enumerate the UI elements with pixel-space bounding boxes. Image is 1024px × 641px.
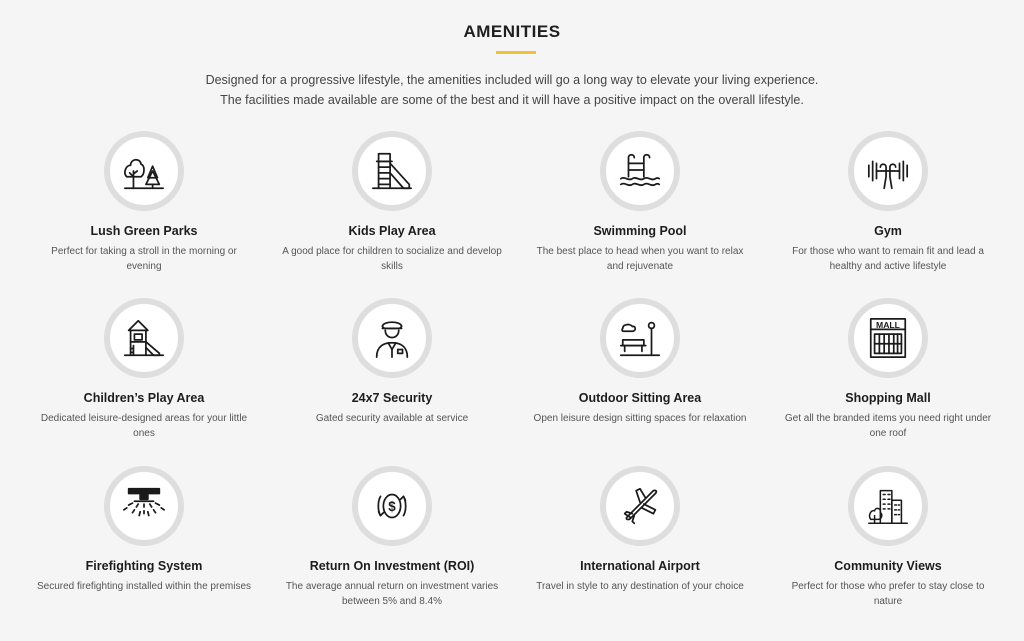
amenity-description: Gated security available at service — [315, 413, 469, 424]
amenity-card-gym — [778, 131, 998, 274]
amenity-description: For those who want to remain fit and lead a healthy and active lifestyle — [792, 246, 984, 272]
amenity-description: Secured firefighting installed within the premises — [37, 581, 251, 592]
amenity-description: Get all the branded items you need right under one roof — [784, 413, 992, 439]
amenity-title: Shopping Mall — [845, 391, 931, 405]
amenity-icon-ring — [104, 131, 184, 211]
amenity-icon-ring — [352, 131, 432, 211]
amenity-card-community-views — [778, 466, 998, 609]
amenity-icon-ring — [600, 466, 680, 546]
amenity-description: A good place for children to socialize and develop skills — [282, 246, 502, 272]
title-underline — [496, 51, 536, 54]
mall-icon — [865, 315, 911, 361]
amenity-title: Community Views — [834, 559, 942, 573]
mall-sign-text: MALL — [876, 319, 900, 330]
amenity-card-swimming-pool — [530, 131, 750, 274]
intro-line-2: The facilities made available are some of the best and it will have a positive impact on the overall lifestyle. — [220, 93, 804, 107]
amenity-title: Lush Green Parks — [90, 224, 198, 238]
sprinkler-icon — [121, 483, 167, 529]
amenity-icon-ring — [600, 131, 680, 211]
amenity-description: Open leisure design sitting spaces for relaxation — [533, 413, 747, 424]
trees-icon — [121, 148, 167, 194]
amenity-card-firefighting-system — [34, 466, 254, 594]
section-title: AMENITIES — [463, 22, 561, 41]
amenity-icon-ring — [352, 298, 432, 378]
amenity-card-lush-green-parks — [34, 131, 254, 274]
amenity-title: Firefighting System — [85, 559, 203, 573]
dollar-sign-text: $ — [388, 498, 396, 514]
amenity-icon-ring — [848, 131, 928, 211]
bench-lamp-icon — [617, 315, 663, 361]
amenity-card-outdoor-sitting-area — [530, 298, 750, 426]
amenity-icon-ring — [848, 298, 928, 378]
slide-icon — [369, 148, 415, 194]
amenity-title: Return On Investment (ROI) — [309, 559, 475, 573]
airplane-icon — [617, 483, 663, 529]
playhouse-icon — [121, 315, 167, 361]
amenity-description: Travel in style to any destination of your choice — [536, 581, 744, 592]
amenity-card-international-airport — [530, 466, 750, 594]
amenity-title: 24x7 Security — [351, 391, 433, 405]
amenity-description: Perfect for those who prefer to stay close to nature — [791, 581, 985, 607]
amenity-description: Perfect for taking a stroll in the morning or evening — [51, 246, 237, 272]
amenity-title: Children’s Play Area — [83, 391, 205, 405]
amenity-description: The average annual return on investment varies between 5% and 8.4% — [285, 581, 499, 607]
city-trees-icon — [865, 483, 911, 529]
amenity-card-shopping-mall — [778, 298, 998, 441]
amenity-icon-ring — [104, 466, 184, 546]
amenity-title: Gym — [874, 224, 902, 238]
amenity-card-kids-play-area — [282, 131, 502, 274]
dollar-coin-cycle-icon — [369, 483, 415, 529]
amenity-description: Dedicated leisure-designed areas for your little ones — [40, 413, 248, 439]
pool-ladder-icon — [617, 148, 663, 194]
intro-text — [112, 70, 912, 110]
amenity-icon-ring — [600, 298, 680, 378]
amenity-card-roi — [282, 466, 502, 609]
amenity-icon-ring — [848, 466, 928, 546]
amenity-description: The best place to head when you want to relax and rejuvenate — [536, 246, 744, 272]
amenity-title: International Airport — [580, 559, 700, 573]
amenity-card-childrens-play-area — [34, 298, 254, 441]
amenity-title: Swimming Pool — [593, 224, 687, 238]
dumbbell-icon — [865, 148, 911, 194]
amenity-icon-ring — [352, 466, 432, 546]
amenity-icon-ring — [104, 298, 184, 378]
amenity-card-security — [282, 298, 502, 426]
intro-line-1: Designed for a progressive lifestyle, the amenities included will go a long way to elevate your living experience. — [205, 73, 819, 87]
amenity-title: Kids Play Area — [348, 224, 436, 238]
amenity-title: Outdoor Sitting Area — [578, 391, 702, 405]
security-guard-icon — [369, 315, 415, 361]
